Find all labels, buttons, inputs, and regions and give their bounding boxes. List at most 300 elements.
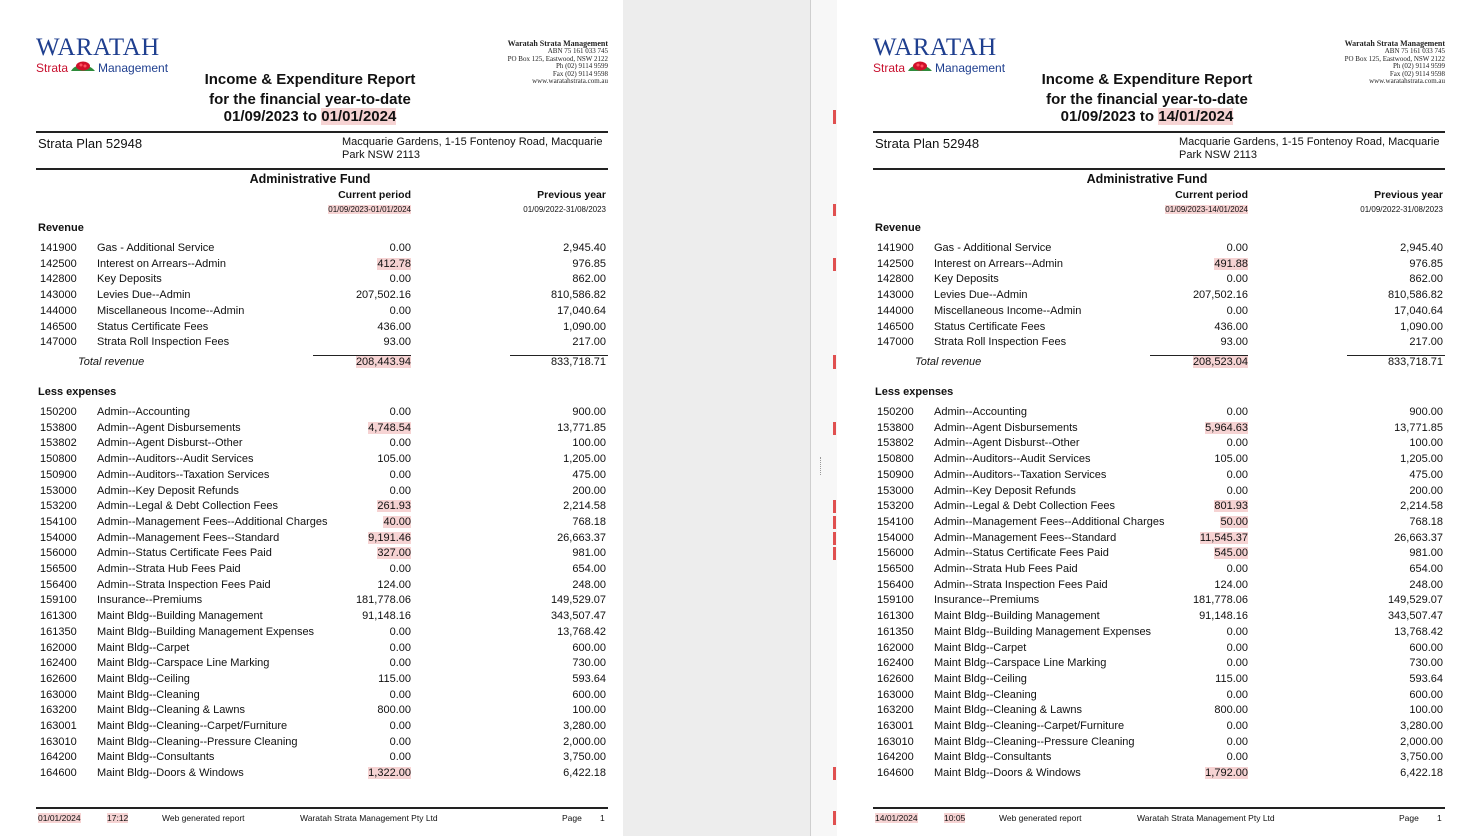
previous-year-range: 01/09/2022-31/08/2023: [1360, 205, 1443, 214]
account-code: 162000: [40, 641, 77, 654]
current-period-amount: 105.00: [377, 453, 411, 466]
table-row: [0, 657, 623, 672]
account-description: Admin--Management Fees--Additional Charges: [934, 515, 1165, 528]
account-code: 146500: [877, 320, 914, 333]
account-description: Admin--Key Deposit Refunds: [97, 484, 239, 497]
account-description: Maint Bldg--Cleaning--Carpet/Furniture: [934, 720, 1125, 732]
previous-year-amount: 343,507.47: [1387, 610, 1443, 623]
date-range-start: 01/09/2023 to: [223, 108, 322, 125]
comparison-gutter: [623, 0, 837, 836]
report-date-range: [997, 108, 1297, 126]
previous-year-amount: 2,214.58: [1400, 500, 1443, 513]
property-address: Macquarie Gardens, 1-15 Fontenoy Road, Macquarie Park NSW 2113: [342, 136, 603, 161]
current-period-amount: 0.00: [1226, 468, 1248, 481]
previous-year-amount: 217.00: [1409, 336, 1443, 349]
account-description: Admin--Strata Inspection Fees Paid: [97, 578, 271, 591]
current-period-amount: 800.00: [1214, 704, 1248, 717]
current-period-amount: 0.00: [1226, 751, 1248, 764]
table-row: [0, 516, 623, 531]
account-description: Admin--Agent Disburst--Other: [934, 437, 1080, 450]
company-website: www.waratahstrata.com.au: [532, 77, 608, 86]
fund-heading: Administrative Fund: [249, 172, 371, 186]
change-bar-marker: [833, 110, 836, 124]
table-row: [0, 406, 623, 421]
date-range-start: 01/09/2023 to: [1060, 108, 1159, 125]
account-description: Maint Bldg--Doors & Windows: [97, 767, 244, 780]
account-code: 150900: [877, 468, 914, 481]
account-code: 154000: [877, 531, 914, 544]
current-period-amount: 0.00: [1226, 625, 1248, 638]
previous-year-amount: 1,205.00: [1400, 453, 1443, 466]
current-period-amount: 436.00: [377, 320, 411, 333]
account-code: 141900: [40, 242, 77, 254]
company-website: www.waratahstrata.com.au: [1369, 77, 1445, 86]
previous-year-amount: 248.00: [1409, 578, 1443, 591]
previous-year-amount: 768.18: [572, 515, 606, 528]
table-row: [837, 657, 1460, 672]
table-row: [837, 437, 1460, 452]
table-row: [837, 305, 1460, 320]
account-description: Admin--Legal & Debt Collection Fees: [934, 500, 1115, 513]
account-code: 153200: [40, 500, 77, 513]
waratah-logo: [873, 34, 1013, 78]
previous-year-amount: 600.00: [572, 688, 606, 701]
account-code: 153000: [877, 484, 914, 497]
account-code: 163001: [877, 720, 914, 732]
table-row: [0, 689, 623, 704]
current-period-amount: 207,502.16: [1192, 289, 1248, 302]
current-period-amount: 0.00: [1226, 437, 1248, 450]
current-period-amount: 261.93: [377, 500, 411, 513]
logo-strata-text: Strata: [873, 61, 906, 75]
account-code: 164600: [877, 767, 914, 780]
report-page-right: [837, 0, 1460, 836]
company-fax: Fax (02) 9114 9598: [1389, 69, 1445, 78]
previous-year-amount: 730.00: [1409, 657, 1443, 670]
account-code: 156000: [877, 547, 914, 560]
account-description: Strata Roll Inspection Fees: [934, 336, 1067, 349]
report-subtitle: for the financial year-to-date: [1046, 91, 1248, 108]
account-description: Levies Due--Admin: [97, 289, 191, 302]
account-description: Miscellaneous Income--Admin: [97, 304, 245, 317]
account-code: 143000: [40, 289, 77, 302]
change-bar-marker: [833, 258, 836, 271]
account-description: Maint Bldg--Carpet: [934, 641, 1027, 654]
current-period-amount: 4,748.54: [368, 421, 411, 434]
table-row: [837, 258, 1460, 273]
table-row: [0, 704, 623, 719]
previous-year-amount: 976.85: [1409, 257, 1443, 270]
previous-year-amount: 6,422.18: [563, 767, 606, 780]
footer-company: Waratah Strata Management Pty Ltd: [300, 813, 438, 823]
report-title: Income & Expenditure Report: [1041, 71, 1253, 88]
previous-year-amount: 810,586.82: [550, 289, 606, 302]
current-period-amount: 0.00: [389, 437, 411, 450]
table-row: [837, 469, 1460, 484]
current-period-amount: 0.00: [389, 563, 411, 575]
account-description: Maint Bldg--Building Management Expenses: [934, 625, 1152, 638]
expenses-heading: Less expenses: [38, 386, 117, 398]
table-row: [0, 422, 623, 437]
table-row: [837, 321, 1460, 336]
header-rule: [873, 131, 1445, 133]
previous-year-amount: 100.00: [1409, 704, 1443, 717]
previous-year-amount: 13,768.42: [557, 625, 606, 638]
table-row: [0, 453, 623, 468]
company-po-box: PO Box 125, Eastwood, NSW 2122: [1344, 54, 1445, 63]
account-description: Strata Roll Inspection Fees: [97, 336, 230, 349]
change-bar-marker: [833, 532, 836, 545]
account-description: Maint Bldg--Building Management: [934, 610, 1100, 623]
current-period-amount: 0.00: [1226, 688, 1248, 701]
account-code: 162600: [877, 672, 914, 685]
table-row: [837, 289, 1460, 304]
table-row: [0, 437, 623, 452]
current-period-amount: 115.00: [378, 672, 411, 685]
account-description: Admin--Auditors--Taxation Services: [934, 468, 1107, 481]
table-row: [0, 273, 623, 288]
left-pane-margin: [623, 0, 811, 836]
total-revenue-previous: 833,718.71: [1387, 356, 1443, 368]
table-row: [0, 547, 623, 562]
table-row: [0, 610, 623, 625]
account-code: 159100: [40, 594, 77, 607]
account-code: 146500: [40, 320, 77, 333]
account-description: Admin--Management Fees--Standard: [934, 531, 1117, 544]
account-code: 142500: [877, 257, 914, 270]
account-code: 147000: [40, 336, 77, 349]
table-row: [837, 736, 1460, 751]
footer-web-report: Web generated report: [162, 813, 245, 823]
expenses-heading: Less expenses: [875, 386, 954, 398]
current-period-amount: 0.00: [1226, 735, 1248, 748]
account-description: Admin--Management Fees--Standard: [97, 531, 280, 544]
account-description: Maint Bldg--Doors & Windows: [934, 767, 1081, 780]
previous-year-amount: 3,750.00: [1400, 751, 1443, 764]
footer-time: 10:05: [944, 813, 966, 823]
account-code: 163200: [40, 704, 77, 717]
table-row: [0, 626, 623, 641]
account-description: Admin--Management Fees--Additional Charges: [97, 515, 328, 528]
account-code: 159100: [877, 594, 914, 607]
table-row: [837, 626, 1460, 641]
current-period-amount: 0.00: [389, 304, 411, 317]
table-row: [0, 736, 623, 751]
current-period-amount: 124.00: [377, 578, 411, 591]
previous-year-amount: 1,090.00: [563, 320, 606, 333]
footer-date: 14/01/2024: [875, 813, 918, 823]
account-description: Interest on Arrears--Admin: [97, 257, 226, 270]
current-period-amount: 0.00: [389, 735, 411, 748]
header-rule: [36, 131, 608, 133]
table-row: [0, 594, 623, 609]
previous-year-amount: 17,040.64: [1394, 304, 1443, 317]
table-row: [837, 273, 1460, 288]
table-row: [837, 720, 1460, 735]
current-period-amount: 40.00: [383, 515, 411, 528]
current-period-range: 01/09/2023-01/01/2024: [328, 205, 411, 214]
table-row: [0, 720, 623, 735]
report-date-range: [160, 108, 460, 126]
table-row: [837, 642, 1460, 657]
previous-year-amount: 600.00: [572, 641, 606, 654]
account-code: 163010: [40, 735, 77, 748]
account-code: 153800: [40, 421, 77, 434]
account-code: 161300: [877, 610, 914, 623]
previous-year-amount: 600.00: [1409, 688, 1443, 701]
account-description: Maint Bldg--Consultants: [97, 751, 215, 764]
previous-year-amount: 26,663.37: [557, 531, 606, 544]
account-code: 153800: [877, 421, 914, 434]
table-row: [837, 242, 1460, 257]
current-period-amount: 124.00: [1214, 578, 1248, 591]
account-description: Levies Due--Admin: [934, 289, 1028, 302]
previous-year-heading: Previous year: [537, 189, 606, 201]
current-period-amount: 0.00: [389, 273, 411, 286]
logo-strata-text: Strata: [36, 61, 69, 75]
account-code: 162400: [877, 657, 914, 670]
current-period-amount: 0.00: [1226, 242, 1248, 254]
plan-rule: [36, 168, 608, 170]
account-code: 164200: [40, 751, 77, 764]
account-code: 153802: [40, 437, 77, 450]
account-code: 150900: [40, 468, 77, 481]
company-name: Waratah Strata Management: [1344, 39, 1445, 48]
account-description: Maint Bldg--Building Management Expenses: [97, 625, 315, 638]
account-code: 156400: [877, 578, 914, 591]
account-code: 161350: [40, 625, 77, 638]
account-description: Maint Bldg--Cleaning & Lawns: [97, 704, 245, 717]
logo-management-text: Management: [98, 61, 169, 75]
change-bar-marker: [833, 422, 836, 435]
table-row: [0, 673, 623, 688]
previous-year-amount: 475.00: [572, 468, 606, 481]
account-description: Admin--Key Deposit Refunds: [934, 484, 1076, 497]
total-revenue-label: Total revenue: [915, 356, 982, 368]
account-code: 153000: [40, 484, 77, 497]
previous-year-range: 01/09/2022-31/08/2023: [523, 205, 606, 214]
account-description: Admin--Agent Disburst--Other: [97, 437, 243, 450]
account-description: Maint Bldg--Cleaning--Pressure Cleaning: [97, 735, 298, 748]
footer-rule: [36, 807, 608, 809]
account-code: 163000: [877, 688, 914, 701]
account-code: 154100: [877, 515, 914, 528]
account-code: 142500: [40, 257, 77, 270]
waratah-flower-icon: [70, 61, 96, 73]
account-description: Status Certificate Fees: [934, 320, 1046, 333]
table-row: [837, 336, 1460, 351]
account-code: 163200: [877, 704, 914, 717]
change-bar-marker: [833, 500, 836, 513]
property-address: Macquarie Gardens, 1-15 Fontenoy Road, Macquarie Park NSW 2113: [1179, 136, 1440, 161]
previous-year-amount: 149,529.07: [550, 594, 606, 607]
current-period-amount: 800.00: [377, 704, 411, 717]
account-code: 144000: [40, 304, 77, 317]
current-period-amount: 50.00: [1220, 515, 1248, 528]
current-period-amount: 0.00: [1226, 657, 1248, 670]
account-code: 156000: [40, 547, 77, 560]
current-period-amount: 0.00: [1226, 304, 1248, 317]
account-description: Insurance--Premiums: [97, 594, 203, 607]
account-code: 161350: [877, 625, 914, 638]
current-period-amount: 181,778.06: [355, 594, 411, 607]
account-description: Maint Bldg--Carspace Line Marking: [934, 657, 1107, 670]
total-revenue-label: Total revenue: [78, 356, 145, 368]
account-description: Status Certificate Fees: [97, 320, 209, 333]
account-code: 147000: [877, 336, 914, 349]
account-code: 142800: [40, 273, 77, 286]
current-period-amount: 801.93: [1214, 500, 1248, 513]
table-row: [0, 258, 623, 273]
previous-year-heading: Previous year: [1374, 189, 1443, 201]
previous-year-amount: 217.00: [572, 336, 606, 349]
table-row: [0, 321, 623, 336]
table-row: [837, 610, 1460, 625]
account-description: Admin--Auditors--Audit Services: [97, 453, 254, 466]
account-description: Maint Bldg--Consultants: [934, 751, 1052, 764]
footer-rule: [873, 807, 1445, 809]
account-code: 153802: [877, 437, 914, 450]
previous-year-amount: 600.00: [1409, 641, 1443, 654]
table-row: [0, 336, 623, 351]
account-code: 150800: [877, 453, 914, 466]
current-period-amount: 0.00: [389, 625, 411, 638]
account-description: Admin--Status Certificate Fees Paid: [934, 547, 1109, 560]
account-code: 141900: [877, 242, 914, 254]
strata-plan: Strata Plan 52948: [38, 136, 143, 151]
date-range-end: 14/01/2024: [1158, 108, 1234, 125]
company-fax: Fax (02) 9114 9598: [552, 69, 608, 78]
current-period-amount: 181,778.06: [1192, 594, 1248, 607]
account-description: Miscellaneous Income--Admin: [934, 304, 1082, 317]
strata-plan: Strata Plan 52948: [875, 136, 980, 151]
current-period-amount: 5,964.63: [1205, 421, 1248, 434]
previous-year-amount: 100.00: [572, 437, 606, 450]
current-period-amount: 91,148.16: [362, 610, 411, 623]
account-code: 154100: [40, 515, 77, 528]
table-row: [837, 516, 1460, 531]
previous-year-amount: 13,771.85: [1394, 421, 1443, 434]
previous-year-amount: 475.00: [1409, 468, 1443, 481]
previous-year-amount: 149,529.07: [1387, 594, 1443, 607]
change-bar-marker: [833, 811, 836, 825]
previous-year-amount: 2,214.58: [563, 500, 606, 513]
current-period-amount: 105.00: [1214, 453, 1248, 466]
table-row: [837, 406, 1460, 421]
table-row: [837, 563, 1460, 578]
table-row: [0, 500, 623, 515]
fund-heading: Administrative Fund: [1086, 172, 1208, 186]
change-bar-marker: [833, 547, 836, 560]
current-period-amount: 115.00: [1215, 672, 1248, 685]
previous-year-amount: 900.00: [1409, 406, 1443, 418]
current-period-amount: 412.78: [377, 257, 411, 270]
account-description: Maint Bldg--Carspace Line Marking: [97, 657, 270, 670]
table-row: [837, 579, 1460, 594]
previous-year-amount: 100.00: [572, 704, 606, 717]
previous-year-amount: 730.00: [572, 657, 606, 670]
account-description: Admin--Agent Disbursements: [934, 421, 1078, 434]
previous-year-amount: 200.00: [1409, 484, 1443, 497]
account-code: 161300: [40, 610, 77, 623]
account-code: 150200: [877, 406, 914, 418]
current-period-amount: 0.00: [389, 242, 411, 254]
account-description: Admin--Auditors--Taxation Services: [97, 468, 270, 481]
table-row: [837, 673, 1460, 688]
logo-wordmark: WARATAH: [36, 34, 160, 61]
report-page-left: [0, 0, 623, 836]
previous-year-amount: 26,663.37: [1394, 531, 1443, 544]
company-details: [1345, 39, 1445, 86]
current-period-heading: Current period: [1175, 189, 1248, 201]
account-code: 156400: [40, 578, 77, 591]
account-description: Admin--Accounting: [97, 406, 190, 418]
table-row: [837, 767, 1460, 782]
account-code: 150800: [40, 453, 77, 466]
company-po-box: PO Box 125, Eastwood, NSW 2122: [507, 54, 608, 63]
previous-year-amount: 13,768.42: [1394, 625, 1443, 638]
change-bar-marker: [833, 516, 836, 529]
current-period-amount: 0.00: [1226, 273, 1248, 286]
previous-year-amount: 768.18: [1409, 515, 1443, 528]
account-description: Admin--Legal & Debt Collection Fees: [97, 500, 278, 513]
account-description: Gas - Additional Service: [97, 242, 215, 254]
previous-year-amount: 810,586.82: [1387, 289, 1443, 302]
account-description: Gas - Additional Service: [934, 242, 1052, 254]
footer-page-number: 1: [600, 813, 605, 823]
table-row: [0, 469, 623, 484]
previous-year-amount: 2,945.40: [1400, 242, 1443, 254]
current-period-amount: 11,545.37: [1199, 531, 1248, 544]
current-period-amount: 545.00: [1214, 547, 1248, 560]
current-period-amount: 1,792.00: [1205, 767, 1248, 780]
revenue-heading: Revenue: [38, 222, 84, 234]
table-row: [837, 547, 1460, 562]
current-period-amount: 0.00: [389, 468, 411, 481]
previous-year-amount: 981.00: [1409, 547, 1443, 560]
table-row: [837, 704, 1460, 719]
account-code: 156500: [877, 563, 914, 575]
splitter-handle[interactable]: [820, 457, 822, 475]
account-description: Admin--Strata Hub Fees Paid: [934, 563, 1078, 575]
current-period-amount: 0.00: [1226, 484, 1248, 497]
account-description: Maint Bldg--Cleaning & Lawns: [934, 704, 1082, 717]
table-row: [0, 579, 623, 594]
current-period-amount: 0.00: [1226, 641, 1248, 654]
previous-year-amount: 862.00: [572, 273, 606, 286]
account-description: Insurance--Premiums: [934, 594, 1040, 607]
previous-year-amount: 200.00: [572, 484, 606, 497]
total-revenue-current: 208,443.94: [355, 356, 411, 368]
total-revenue-previous: 833,718.71: [550, 356, 606, 368]
current-period-amount: 0.00: [389, 406, 411, 418]
report-subtitle: for the financial year-to-date: [209, 91, 411, 108]
table-row: [0, 767, 623, 782]
current-period-amount: 93.00: [1220, 336, 1248, 349]
account-code: 142800: [877, 273, 914, 286]
current-period-amount: 0.00: [389, 657, 411, 670]
current-period-amount: 9,191.46: [368, 531, 411, 544]
previous-year-amount: 100.00: [1409, 437, 1443, 450]
previous-year-amount: 3,280.00: [1400, 720, 1443, 732]
revenue-heading: Revenue: [875, 222, 921, 234]
table-row: [0, 289, 623, 304]
account-description: Maint Bldg--Cleaning--Pressure Cleaning: [934, 735, 1135, 748]
account-description: Admin--Strata Inspection Fees Paid: [934, 578, 1108, 591]
previous-year-amount: 17,040.64: [557, 304, 606, 317]
previous-year-amount: 2,945.40: [563, 242, 606, 254]
previous-year-amount: 593.64: [1409, 672, 1443, 685]
